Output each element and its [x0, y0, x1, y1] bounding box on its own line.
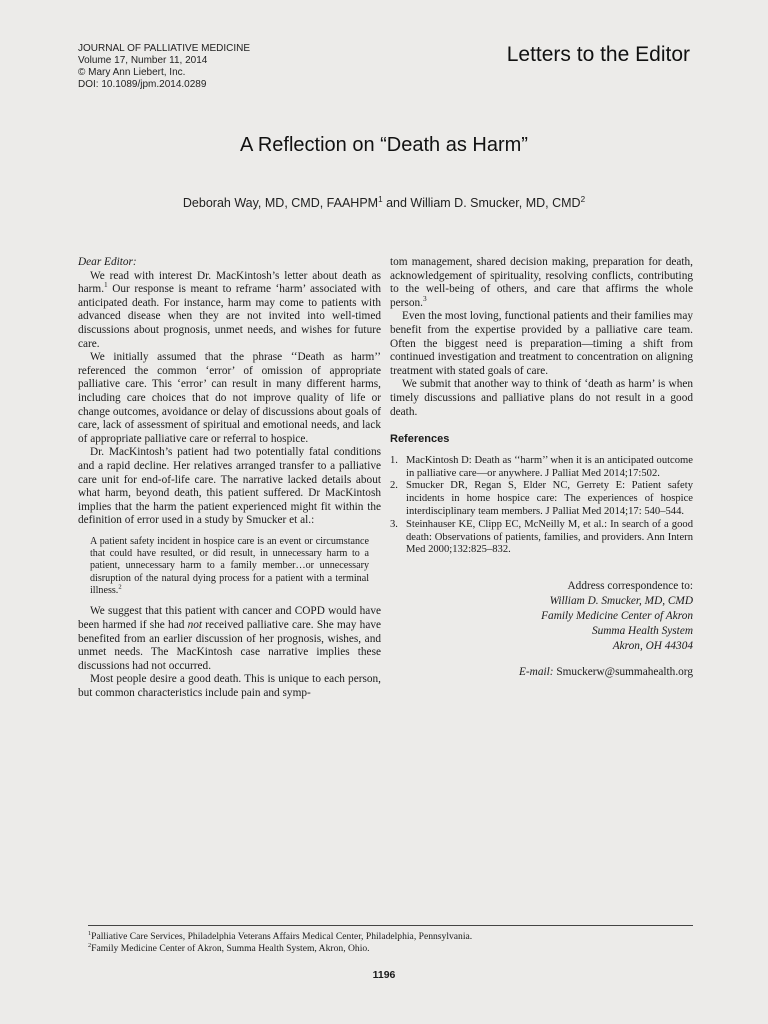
paragraph-text: tom management, shared decision making, preparation for death, acknowledgement of spirituality, resolving conflicts, contributing to the well-being of others, and care that affirms the whole person.: [390, 256, 693, 309]
paragraph-text: Our response is meant to reframe ‘harm’ associated with anticipated death. For instance, harm may come to patients with advanced disease when they are not invited into well-timed discussions about prognosis, unmet needs, and wishes for future care.: [78, 283, 381, 350]
paragraph: Dr. MacKintosh’s patient had two potentially fatal conditions and a rapid decline. Her relatives arranged transfer to a palliative care unit for end-of-life care. The narrative lacked details about what harm, beyond death, this patient suffered. Dr MacKintosh implies that the harm the patient experienced might fit within the definition of error used in a study by Smucker et al.:: [78, 446, 381, 527]
paragraph-text: We read with interest Dr. MacKintosh’s letter about death as harm.: [78, 269, 381, 296]
correspondence-email-row: [390, 665, 693, 680]
reference-item: [390, 455, 693, 481]
citation-marker: 1: [104, 280, 108, 290]
correspondence-name: William D. Smucker, MD, CMD: [549, 595, 693, 608]
author-1: Deborah Way, MD, CMD, FAAHPM: [182, 196, 379, 210]
affiliation-footnotes: [88, 925, 693, 954]
correspondence-intro: Address correspondence to:: [567, 580, 693, 593]
author-connector: and: [382, 196, 411, 210]
author-1-affiliation: 1: [378, 194, 383, 204]
paragraph: We submit that another way to think of ‘death as harm’ is when timely discussions and palliative plans do not result in a good death.: [390, 378, 693, 418]
footnote: [88, 943, 693, 955]
reference-item: [390, 519, 693, 557]
paragraph: [78, 270, 381, 352]
paragraph: Even the most loving, functional patients and their families may benefit from the expertise provided by a palliative care team. Often the biggest need is preparation—timing a shift from continued investigation and treatment to concentration on aligning treatment with stated goals of care.: [390, 310, 693, 377]
footnote-marker: 2: [88, 941, 92, 949]
journal-info: [78, 43, 250, 91]
correspondence-org: Family Medicine Center of Akron: [541, 610, 693, 623]
quote-body: A patient safety incident in hospice care is an event or circumstance that could have resulted, or did result, in unnecessary harm to a patient, unnecessary harm to a family member…or unnecessary disruption of the natural dying process for a patient with a terminal illness.: [90, 535, 369, 597]
article-title: A Reflection on “Death as Harm”: [240, 134, 528, 156]
right-column: [390, 256, 693, 680]
footnote-text: Family Medicine Center of Akron, Summa Health System, Akron, Ohio.: [91, 942, 370, 954]
paragraph: We initially assumed that the phrase ‘‘Death as harm’’ referenced the common ‘error’ of omission of appropriate palliative care. This ‘error’ can result in many different harms, including care choices that do not improve quality of life or change outcomes, avoidance or delay of discussions about goals of care, lack of assessment of spiritual and emotional needs, and lack of appropriate palliative care or referral to hospice.: [78, 351, 381, 445]
reference-number: 2.: [390, 480, 398, 492]
paragraph-text: received palliative care. She may have benefited from an earlier discussion of her prognosis, wishes, and unmet needs. The MacKintosh case narrative implies these discussions had not occurred.: [78, 618, 381, 672]
section-title: Letters to the Editor: [506, 43, 690, 66]
journal-name: JOURNAL OF PALLIATIVE MEDICINE: [78, 43, 251, 54]
reference-text: MacKintosh D: Death as ‘‘harm’’ when it is an anticipated outcome in palliative care—or anywhere. J Palliat Med 2014;17:502.: [406, 454, 693, 479]
citation-marker: 3: [422, 294, 427, 304]
author-line: [0, 196, 768, 210]
journal-volume: Volume 17, Number 11, 2014: [78, 55, 208, 66]
reference-item: [390, 480, 693, 518]
footnote-marker: 1: [88, 929, 92, 937]
paragraph: [78, 605, 381, 673]
correspondence-system: Summa Health System: [591, 625, 693, 638]
footnote: [88, 931, 693, 943]
author-2-affiliation: 2: [580, 194, 586, 204]
references-heading: References: [390, 433, 450, 446]
page-number: 1196: [372, 969, 396, 981]
author-2: William D. Smucker, MD, CMD: [410, 196, 581, 210]
reference-list: [390, 455, 693, 557]
correspondence-block: [390, 579, 693, 680]
salutation: Dear Editor:: [78, 256, 137, 268]
citation-marker: 2: [118, 583, 122, 591]
reference-number: 1.: [390, 454, 398, 466]
journal-doi: DOI: 10.1089/jpm.2014.0289: [78, 79, 207, 90]
correspondence-city: Akron, OH 44304: [612, 640, 693, 653]
reference-text: Smucker DR, Regan S, Elder NC, Gerrety E: Patient safety incidents in home hospice care: The experiences of hospice interdisciplinary team members. J Palliat Med 2014;17: 540–544.: [406, 480, 693, 517]
journal-copyright: © Mary Ann Liebert, Inc.: [78, 67, 186, 78]
left-column: [78, 256, 381, 701]
paragraph-text: We suggest that this patient with cancer and COPD would have been harmed if she had: [78, 605, 381, 631]
block-quote: [90, 536, 381, 597]
paragraph: [390, 256, 693, 310]
footnote-text: Palliative Care Services, Philadelphia Veterans Affairs Medical Center, Philadelphia, Pennsylvania.: [91, 931, 473, 942]
emphasis: not: [187, 618, 203, 631]
quote-text: [90, 536, 369, 597]
paragraph: Most people desire a good death. This is unique to each person, but common characteristics include pain and symp-: [78, 673, 381, 699]
email-address[interactable]: Smuckerw@summahealth.org: [556, 666, 693, 679]
reference-number: 3.: [390, 518, 398, 530]
email-label: E-mail:: [519, 666, 554, 679]
reference-text: Steinhauser KE, Clipp EC, McNeilly M, et al.: In search of a good death: Observations of patients, families, and providers. Ann Intern Med 2000;132:825–832.: [406, 518, 693, 556]
